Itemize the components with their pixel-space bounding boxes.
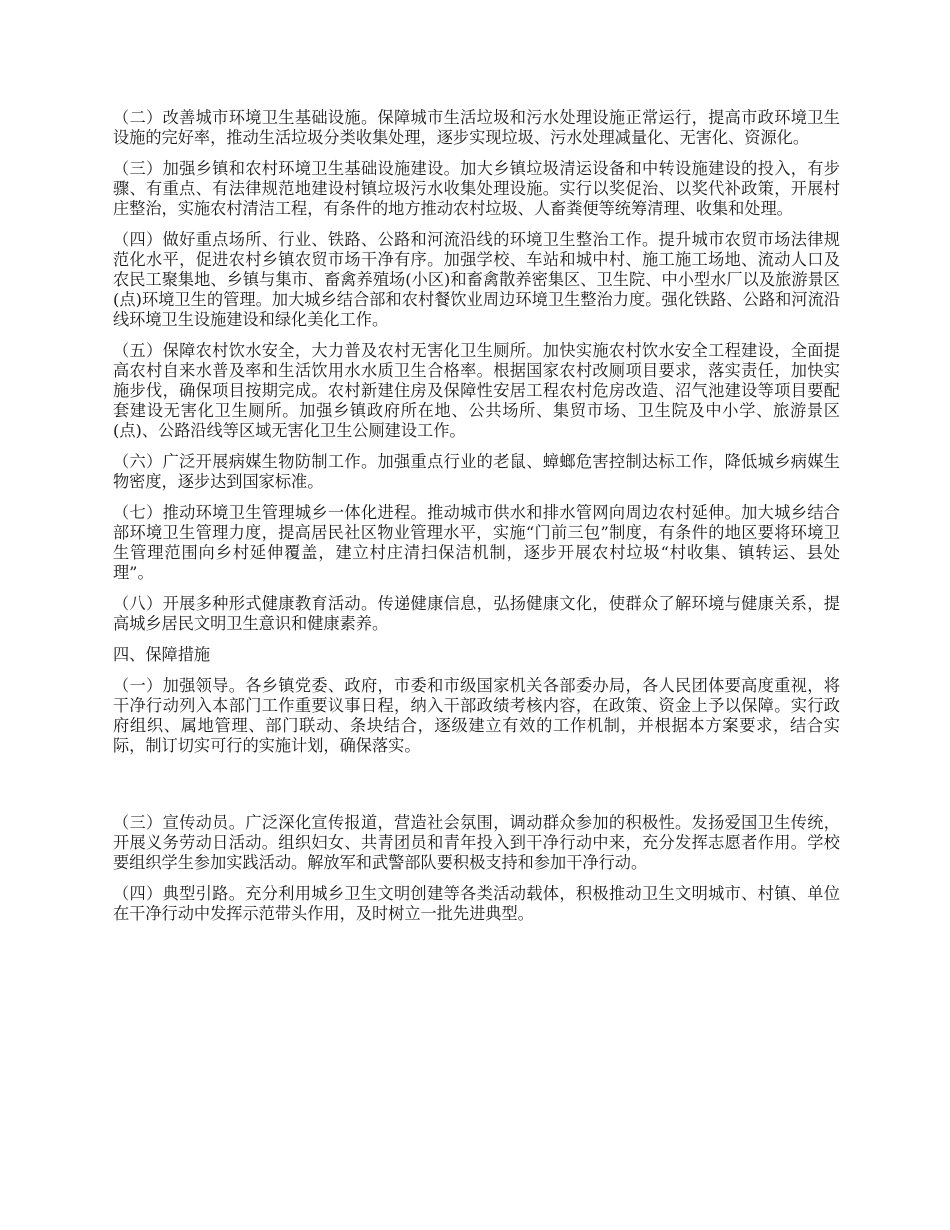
blank-gap: [113, 767, 840, 813]
section-heading-safeguards: 四、保障措施: [113, 645, 211, 664]
paragraph-8-health-education: （八）开展多种形式健康教育活动。传递健康信息，弘扬健康文化，使群众了解环境与健康关系，提高城乡居民文明卫生意识和健康素养。: [113, 594, 840, 633]
paragraph-4-key-places: （四）做好重点场所、行业、铁路、公路和河流沿线的环境卫生整治工作。提升城市农贸市场法律规范化水平，促进农村乡镇农贸市场干净有序。加强学校、车站和城中村、施工施工场地、流动人口及农民工聚集地、乡镇与集市、畜禽养殖场(小区)和畜禽散养密集区、卫生院、中小型水厂以及旅游景区(点)环境卫生的管理。加大城乡结合部和农村餐饮业周边环境卫生整治力度。强化铁路、公路和河流沿线环境卫生设施建设和绿化美化工作。: [113, 230, 840, 329]
paragraph-2-urban-infrastructure: （二）改善城市环境卫生基础设施。保障城市生活垃圾和污水处理设施正常运行，提高市政环境卫生设施的完好率，推动生活垃圾分类收集处理，逐步实现垃圾、污水处理减量化、无害化、资源化。: [113, 108, 840, 147]
paragraph-3-rural-infrastructure: （三）加强乡镇和农村环境卫生基础设施建设。加大乡镇垃圾清运设备和中转设施建设的投入，有步骤、有重点、有法律规范地建设村镇垃圾污水收集处理设施。实行以奖促治、以奖代补政策，开展村庄整治，实施农村清洁工程，有条件的地方推动农村垃圾、人畜粪便等统筹清理、收集和处理。: [113, 159, 840, 218]
paragraph-7-integration: （七）推动环境卫生管理城乡一体化进程。推动城市供水和排水管网向周边农村延伸。加大城乡结合部环境卫生管理力度，提高居民社区物业管理水平，实施“门前三包”制度，有条件的地区要将环境卫生管理范围向乡村延伸覆盖，建立村庄清扫保洁机制，逐步开展农村垃圾“村收集、镇转运、县处理”。: [113, 503, 840, 582]
document-body: [113, 108, 840, 935]
paragraph-5-rural-water: （五）保障农村饮水安全，大力普及农村无害化卫生厕所。加快实施农村饮水安全工程建设，全面提高农村自来水普及率和生活饮用水水质卫生合格率。根据国家农村改厕项目要求，落实责任，加快实施步伐，确保项目按期完成。农村新建住房及保障性安居工程农村危房改造、沼气池建设等项目要配套建设无害化卫生厕所。加强乡镇政府所在地、公共场所、集贸市场、卫生院及中小学、旅游景区(点)、公路沿线等区域无害化卫生公厕建设工作。: [113, 341, 840, 440]
paragraph-safeguard-4-models: （四）典型引路。充分利用城乡卫生文明创建等各类活动载体，积极推动卫生文明城市、村镇、单位在干净行动中发挥示范带头作用，及时树立一批先进典型。: [113, 884, 840, 923]
paragraph-6-vector-control: （六）广泛开展病媒生物防制工作。加强重点行业的老鼠、蟑螂危害控制达标工作，降低城乡病媒生物密度，逐步达到国家标准。: [113, 452, 840, 491]
paragraph-safeguard-1-leadership: （一）加强领导。各乡镇党委、政府，市委和市级国家机关各部委办局，各人民团体要高度重视，将干净行动列入本部门工作重要议事日程，纳入干部政绩考核内容，在政策、资金上予以保障。实行政府组织、属地管理、部门联动、条块结合，逐级建立有效的工作机制，并根据本方案要求，结合实际，制订切实可行的实施计划，确保落实。: [113, 676, 840, 755]
paragraph-safeguard-3-publicity: （三）宣传动员。广泛深化宣传报道，营造社会氛围，调动群众参加的积极性。发扬爱国卫生传统，开展义务劳动日活动。组织妇女、共青团员和青年投入到干净行动中来，充分发挥志愿者作用。学校要组织学生参加实践活动。解放军和武警部队要积极支持和参加干净行动。: [113, 813, 840, 872]
